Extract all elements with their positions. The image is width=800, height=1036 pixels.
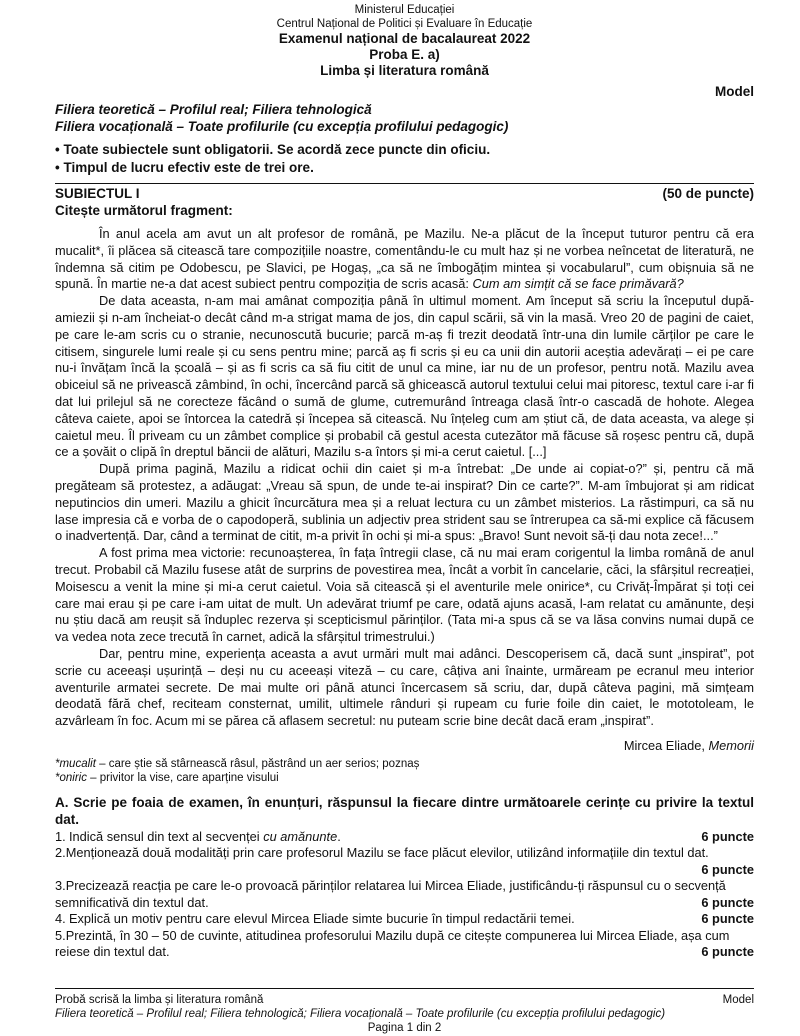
footer-filiera: Filiera teoretică – Profilul real; Filiera tehnologică; Filiera vocațională – Toate profilurile (cu excepția profilului pedagogic) (55, 1008, 666, 1020)
task-item: 4. Explică un motiv pentru care elevul Mircea Eliade simte bucurie în timpul redactării temei. 6 puncte (55, 911, 754, 927)
task-a-heading: A. Scrie pe foaia de examen, în enunțuri, răspunsul la fiecare dintre următoarele cerințe cu privire la textul dat. (55, 794, 754, 827)
glossary-notes (55, 757, 754, 785)
item-points: 6 puncte (701, 911, 754, 927)
page-footer (55, 988, 754, 1035)
page-number: Pagina 1 din 2 (367, 1022, 442, 1034)
subject-points: (50 de puncte) (662, 186, 754, 201)
item-points: 6 puncte (701, 944, 754, 960)
fragment-paragraph: Dar, pentru mine, experiența aceasta a avut urmări mult mai adânci. Descoperisem că, dacă sunt „inspirat”, pot scrie cu aceeași ușurință – deși nu cu aceeași viteză – cu care, câțiva ani înainte, urmăream pe ecranul meu interior aventurile armatei secrete. De mai multe ori până atunci încercasem să scriu, dar, după câteva pagini, mă simțeam deodată fără chef, reciteam consternat, umilit, ultimele rânduri și rupeam cu furie foile din caiet, le mototoleam, le azvârleam în foc. Acum mi se părea că aflasem secretul: nu puteam scrie bine decât dacă eram „inspirat”. (55, 645, 754, 729)
rule-item: • Timpul de lucru efectiv este de trei ore. (55, 159, 754, 177)
fragment-paragraph: A fost prima mea victorie: recunoașterea, în fața întregii clase, că nu mai eram corigentul la limba română de anul trecut. Probabil că Mazilu fusese atât de surprins de povestirea mea, încât a vorbit în cancelarie, căci, la sfârșitul recreației, Moisescu a venit la mine și mi-a cerut caietul. Voia să citească și el aventurile mele onirice*, cu Crivăț-Împărat și toți cei care mai erau și pe care i-am uitat de mult. Un adevărat triumf pe care, odată ajuns acasă, l-am relatat cu amănunte, deși nu știu dacă am reușit să înduplec rezerva și scepticismul părinților. (Tata mi-a spus că se va lăsa convins numai după ce va vedea nota zece trecută în carnet, adică la sfârșitul trimestrului.) (55, 545, 754, 645)
filiera-line-2: Filiera vocațională – Toate profilurile (cu excepția profilului pedagogic) (55, 119, 509, 134)
glossary-item: *mucalit – care știe să stârnească râsul, păstrând un aer serios; poznaș (55, 757, 420, 770)
task-item: 2.Menționează două modalități prin care profesorul Mazilu se face plăcut elevilor, utilizând informațiile din textul dat. 6 puncte (55, 845, 754, 877)
work-title: Memorii (708, 737, 754, 753)
literary-fragment (55, 226, 754, 730)
proba-title: Proba E. a) (369, 47, 440, 62)
glossary-item: *oniric – privitor la vise, care aparține visului (55, 771, 279, 784)
filiera-block (55, 101, 754, 135)
filiera-line-1: Filiera teoretică – Profilul real; Filiera tehnologică (55, 102, 372, 117)
ministry-header (55, 3, 754, 31)
subject-heading (55, 183, 754, 201)
exam-title-block (55, 31, 754, 79)
model-label: Model (715, 84, 754, 99)
item-points: 6 puncte (701, 861, 754, 877)
fragment-paragraph: De data aceasta, n-am mai amânat compoziția până în ultimul moment. Am început să scriu la începutul după-amiezii și n-am încheiat-o decât când m-a strigat mama de jos, din capul scării, să vin la masă. Vreo 20 de pagini de caiet, pe care le-am scris cu o stranie, necunoscută bucurie; parcă m-aș fi trezit deodată într-una din lumile cărților pe care le citisem, singurele lumi reale și cu sens pentru mine; parcă aș fi scris și eu ca unii din autorii aceștia adevărați – ei pe care nu-i învățam încă la școală – și as fi scris ca să fiu citit de unul ca mine, iar nu de un profesor, pentru notă. Mazilu avea obiceiul să ne privească zâmbind, în ochi, încercând parcă să ghicească autorul textului celui mai pitoresc, textul care i-ar fi dat lui prilejul să ne corecteze făcând o sumă de glume, cutremurând întreaga clasă într-o cascadă de hohote. Alegea câteva caiete, apoi se întorcea la catedră și începea să citească. Nu înțeleg cum am știut că, de data aceasta, va alege și caietul meu. Îl priveam cu un zâmbet complice și probabil că gestul acesta cutezător mă făcuse să roșesc pentru că, după ce a șovăit o clipă în dreptul băncii de alături, Mazilu s-a întors și mi-a cerut caietul. [...] (55, 293, 754, 460)
fragment-paragraph: În anul acela am avut un alt profesor de română, pe Mazilu. Ne-a plăcut de la început tuturor pentru că era mucalit*, îi plăcea să citească tare compozițiile noastre, comentându-le cu mult haz și ne vorbea neîncetat de literatură, ne îndemna să citim pe Odobescu, pe Slavici, pe Hogaș, „ca să ne îmbogățim mintea și vocabularul”, cum obișnuia să ne spună. În martie ne-a dat acest subiect pentru compoziția de scris acasă: Cum am simțit că se face primăvară? (55, 226, 754, 292)
rule-item: • Toate subiectele sunt obligatorii. Se acordă zece puncte din oficiu. (55, 141, 754, 159)
task-item: 1. Indică sensul din text al secvenței cu amănunte. 6 puncte (55, 828, 754, 844)
fragment-paragraph: După prima pagină, Mazilu a ridicat ochii din caiet și m-a întrebat: „De unde ai copiat-o?” și, pentru că mă pregăteam să protestez, a adăugat: „Vreau să spun, de unde te-ai inspirat? Din ce carte?”. M-am îmbujorat și am ridicat neputincios din umeri. Mazilu a ghicit încurcătura mea și a reluat lectura cu un zâmbet misterios. La răstimpuri, ca să nu lase impresia că e vorba de o capodoperă, sublinia un adjectiv prea strident sau se întrerupea ca să-mi explice că făcusem o inadvertență. Dar, când a terminat de citit, m-a privit în ochi și mi-a spus: „Bravo! Sunt nevoit să-ți dau nota zece!...” (55, 461, 754, 544)
subject-label: SUBIECTUL I (55, 186, 140, 201)
task-item: 3.Precizează reacția pe care le-o provoacă părinților relatarea lui Mircea Eliade, justificându-ți răspunsul cu o secvență semnificativă din textul dat. 6 puncte (55, 878, 754, 910)
exam-title: Examenul național de bacalaureat 2022 (278, 31, 531, 46)
fragment-source (55, 738, 754, 753)
footer-exam: Probă scrisă la limba și literatura română (55, 994, 264, 1006)
center-name: Centrul Național de Politici și Evaluare în Educație (276, 18, 533, 30)
ministry-name: Ministerul Educației (354, 4, 455, 16)
item-points: 6 puncte (701, 894, 754, 910)
read-instruction: Citește următorul fragment: (55, 203, 233, 218)
exam-rules (55, 141, 754, 177)
item-points: 6 puncte (701, 828, 754, 844)
task-item: 5.Prezintă, în 30 – 50 de cuvinte, atitudinea profesorului Mazilu după ce citește compunerea lui Mircea Eliade, așa cum reiese din textul dat. 6 puncte (55, 927, 754, 960)
task-a-items (55, 829, 754, 961)
subject-title: Limba și literatura română (320, 63, 489, 78)
footer-model: Model (722, 994, 754, 1006)
author-name: Mircea Eliade, (623, 737, 709, 753)
